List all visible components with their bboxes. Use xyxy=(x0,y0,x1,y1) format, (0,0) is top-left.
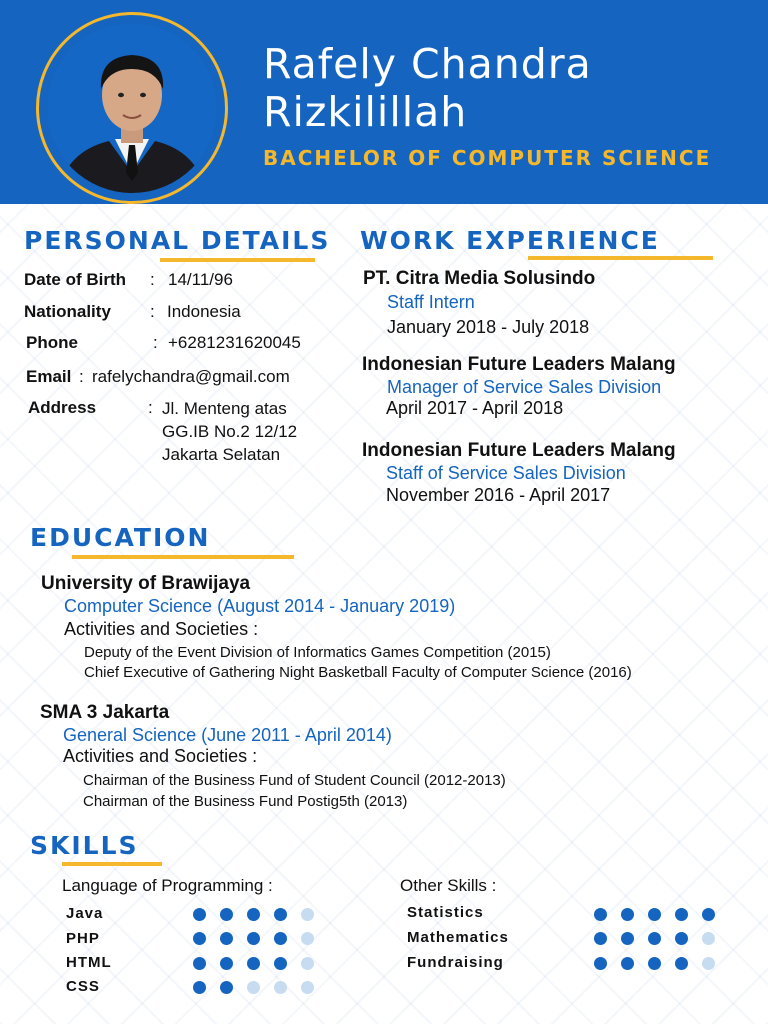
rating-dot-filled xyxy=(594,908,607,921)
rating-dot-filled xyxy=(247,908,260,921)
rating-dot-filled xyxy=(675,957,688,970)
work-experience-underline xyxy=(528,256,713,260)
rating-dot-filled xyxy=(247,957,260,970)
work-role: Manager of Service Sales Division xyxy=(387,377,662,397)
email-value: rafelychandra@gmail.com xyxy=(92,367,290,386)
skill-name-css: CSS xyxy=(66,978,100,995)
work-role: Staff of Service Sales Division xyxy=(386,463,626,483)
rating-dot-filled xyxy=(594,932,607,945)
email-label: Email xyxy=(26,367,72,386)
address-colon: : xyxy=(148,398,153,417)
skill-rating-php xyxy=(193,932,314,945)
rating-dot-filled xyxy=(193,908,206,921)
full-name: Rafely Chandra Rizkilillah xyxy=(263,40,592,136)
skill-name-statistics: Statistics xyxy=(407,904,484,921)
address-line: Jl. Menteng atas xyxy=(162,399,287,418)
edu-activity: Deputy of the Event Division of Informatics Games Competition (2015) xyxy=(84,644,551,661)
work-experience-title: WORK EXPERIENCE xyxy=(360,226,660,255)
rating-dot-empty xyxy=(274,981,287,994)
edu-activities-label: Activities and Societies : xyxy=(64,619,259,639)
address-line: GG.IB No.2 12/12 xyxy=(162,422,298,441)
rating-dot-filled xyxy=(274,957,287,970)
work-org: PT. Citra Media Solusindo xyxy=(363,268,596,289)
edu-program: Computer Science (August 2014 - January 2019) xyxy=(64,596,456,616)
address-value xyxy=(162,397,297,466)
rating-dot-filled xyxy=(220,932,233,945)
profile-photo-frame xyxy=(36,12,228,204)
degree-title: BACHELOR OF COMPUTER SCIENCE xyxy=(263,146,712,170)
phone-label: Phone xyxy=(26,333,78,352)
email-colon: : xyxy=(79,367,84,386)
skill-rating-html xyxy=(193,957,314,970)
rating-dot-empty xyxy=(702,957,715,970)
edu-activity: Chief Executive of Gathering Night Basketball Faculty of Computer Science (2016) xyxy=(84,664,632,681)
skill-rating-css xyxy=(193,981,314,994)
edu-school: SMA 3 Jakarta xyxy=(40,702,170,723)
rating-dot-filled xyxy=(247,932,260,945)
rating-dot-filled xyxy=(621,957,634,970)
programming-skills-label: Language of Programming : xyxy=(62,876,273,895)
work-org: Indonesian Future Leaders Malang xyxy=(362,440,676,461)
edu-activity: Chairman of the Business Fund of Student Council (2012-2013) xyxy=(83,772,506,789)
phone-colon: : xyxy=(153,333,158,352)
edu-activity: Chairman of the Business Fund Postig5th (2013) xyxy=(83,793,408,810)
personal-details-underline xyxy=(160,258,315,262)
nationality-colon: : xyxy=(150,302,155,321)
rating-dot-filled xyxy=(621,908,634,921)
rating-dot-filled xyxy=(675,908,688,921)
rating-dot-empty xyxy=(247,981,260,994)
education-title: EDUCATION xyxy=(30,523,211,552)
skill-rating-fundraising xyxy=(594,957,715,970)
personal-details-title: PERSONAL DETAILS xyxy=(24,226,331,255)
education-underline xyxy=(72,555,294,559)
edu-program: General Science (June 2011 - April 2014) xyxy=(63,725,392,745)
edu-activities-label: Activities and Societies : xyxy=(63,746,258,766)
edu-school: University of Brawijaya xyxy=(41,573,251,594)
work-period: April 2017 - April 2018 xyxy=(386,398,564,418)
phone-value: +6281231620045 xyxy=(168,333,301,352)
rating-dot-empty xyxy=(702,932,715,945)
rating-dot-filled xyxy=(648,932,661,945)
other-skills-label: Other Skills : xyxy=(400,876,497,895)
rating-dot-filled xyxy=(702,908,715,921)
rating-dot-filled xyxy=(274,932,287,945)
rating-dot-empty xyxy=(301,957,314,970)
work-period: November 2016 - April 2017 xyxy=(386,485,611,505)
rating-dot-filled xyxy=(220,908,233,921)
dob-value: 14/11/96 xyxy=(168,270,233,289)
nationality-value: Indonesia xyxy=(167,302,241,321)
skill-name-html: HTML xyxy=(66,954,112,971)
rating-dot-empty xyxy=(301,932,314,945)
skill-name-fundraising: Fundraising xyxy=(407,954,504,971)
skill-name-php: PHP xyxy=(66,930,100,947)
nationality-label: Nationality xyxy=(24,302,111,321)
header-banner xyxy=(0,0,768,204)
dob-label: Date of Birth xyxy=(24,270,126,289)
work-org: Indonesian Future Leaders Malang xyxy=(362,354,676,375)
rating-dot-empty xyxy=(301,908,314,921)
skill-rating-statistics xyxy=(594,908,715,921)
rating-dot-empty xyxy=(301,981,314,994)
rating-dot-filled xyxy=(220,981,233,994)
rating-dot-filled xyxy=(193,981,206,994)
rating-dot-filled xyxy=(621,932,634,945)
skill-name-java: Java xyxy=(66,905,104,922)
skill-rating-java xyxy=(193,908,314,921)
skills-title: SKILLS xyxy=(30,831,139,860)
skills-underline xyxy=(62,862,162,866)
skill-name-mathematics: Mathematics xyxy=(407,929,509,946)
rating-dot-filled xyxy=(648,908,661,921)
rating-dot-filled xyxy=(675,932,688,945)
rating-dot-filled xyxy=(193,932,206,945)
skill-rating-mathematics xyxy=(594,932,715,945)
profile-photo xyxy=(47,23,217,193)
dob-colon: : xyxy=(150,270,155,289)
rating-dot-filled xyxy=(274,908,287,921)
rating-dot-filled xyxy=(193,957,206,970)
rating-dot-filled xyxy=(648,957,661,970)
rating-dot-filled xyxy=(594,957,607,970)
address-label: Address xyxy=(28,398,97,417)
work-period: January 2018 - July 2018 xyxy=(387,317,590,337)
address-line: Jakarta Selatan xyxy=(162,445,281,464)
work-role: Staff Intern xyxy=(387,292,475,312)
rating-dot-filled xyxy=(220,957,233,970)
